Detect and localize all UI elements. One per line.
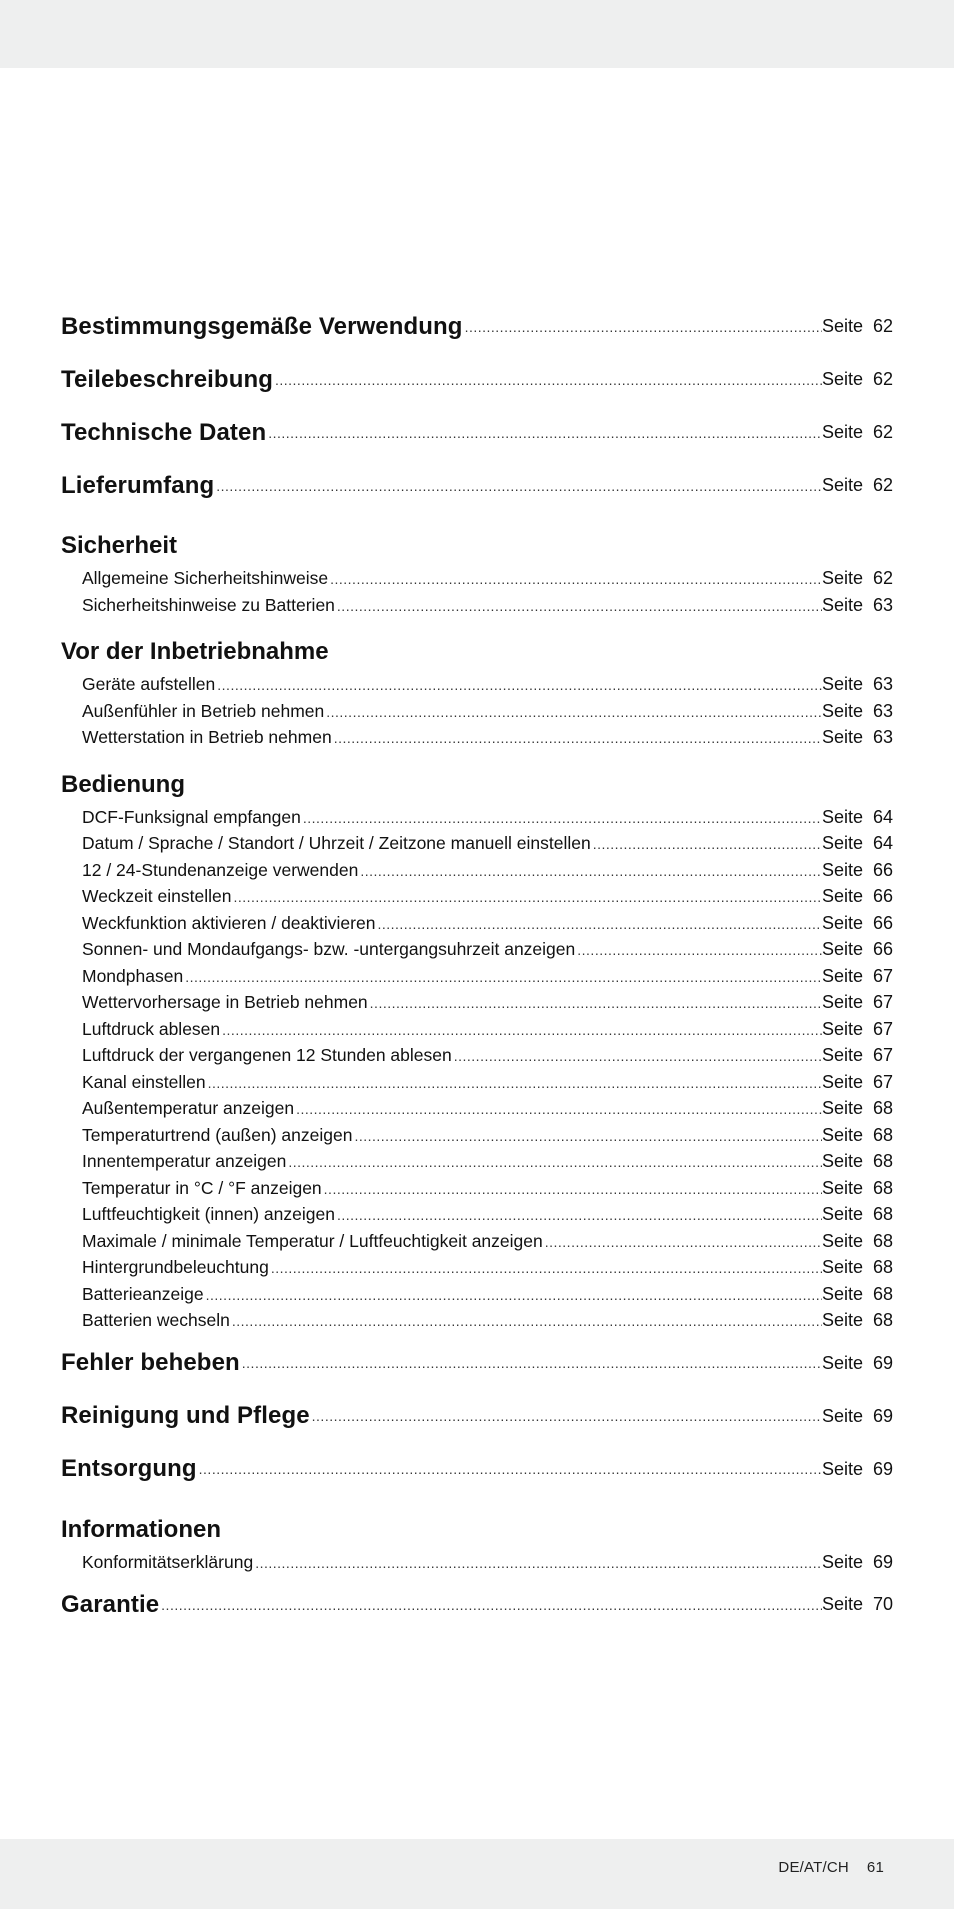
page-label: Seite bbox=[821, 1405, 863, 1426]
toc-subentry-title: Kanal einstellen bbox=[82, 1071, 206, 1092]
page-reference bbox=[822, 1228, 893, 1255]
page-label: Seite bbox=[821, 1458, 863, 1479]
page-reference bbox=[822, 1148, 893, 1175]
toc-subentry-title: Innentemperatur anzeigen bbox=[82, 1151, 287, 1171]
page-label: Seite bbox=[821, 1124, 863, 1145]
page-reference bbox=[822, 1549, 893, 1576]
dot-leader bbox=[216, 478, 822, 494]
toc-subentry-title: Hintergrundbeleuchtung bbox=[82, 1257, 269, 1277]
dot-leader bbox=[255, 1550, 822, 1577]
page-label: Seite bbox=[821, 965, 863, 986]
page-number: 68 bbox=[872, 1283, 893, 1304]
toc-subentry-title: Temperatur in °C / °F anzeigen bbox=[82, 1177, 322, 1198]
page-label: Seite bbox=[821, 1071, 863, 1092]
toc-subentry-title: 12 / 24-Stundenanzeige verwenden bbox=[82, 859, 359, 880]
dot-leader bbox=[222, 1017, 822, 1044]
page-label: Seite bbox=[821, 1257, 863, 1277]
toc-subentry[interactable] bbox=[61, 1201, 893, 1228]
dot-leader bbox=[271, 1255, 822, 1282]
page-label: Seite bbox=[821, 912, 863, 933]
dot-leader bbox=[208, 1070, 822, 1097]
page-number: 67 bbox=[872, 1018, 893, 1039]
dot-leader bbox=[206, 1282, 822, 1309]
toc-section-heading: Bedienung bbox=[61, 770, 185, 798]
toc-subentry[interactable] bbox=[61, 724, 893, 751]
toc-entry-title: Reinigung und Pflege bbox=[61, 1402, 310, 1429]
page-number: 68 bbox=[872, 1177, 893, 1198]
page-number: 67 bbox=[872, 1071, 893, 1092]
toc-section-heading: Sicherheit bbox=[61, 532, 178, 559]
toc-subentry[interactable] bbox=[61, 936, 893, 963]
toc-entry-title: Technische Daten bbox=[61, 418, 267, 446]
toc-entry-title: Entsorgung bbox=[61, 1455, 197, 1482]
page-reference bbox=[822, 724, 893, 751]
page-number: 66 bbox=[872, 939, 893, 959]
toc-entry[interactable] bbox=[61, 459, 893, 512]
page-label: Seite bbox=[821, 886, 863, 906]
toc-subentry[interactable] bbox=[61, 963, 893, 990]
dot-leader bbox=[296, 1096, 822, 1123]
toc-section-heading: Informationen bbox=[61, 1515, 221, 1543]
page-number: 64 bbox=[872, 806, 893, 827]
dot-leader bbox=[268, 425, 822, 441]
page-number: 69 bbox=[872, 1551, 893, 1572]
toc-subentry-title: Sonnen- und Mondaufgangs- bzw. -untergangsuhrzeit anzeigen bbox=[82, 939, 576, 959]
toc-subentry[interactable] bbox=[61, 1281, 893, 1308]
top-band bbox=[0, 0, 954, 68]
page-reference bbox=[822, 883, 893, 910]
page-label: Seite bbox=[821, 1204, 863, 1224]
footer-region: DE/AT/CH bbox=[778, 1859, 849, 1876]
page-number: 62 bbox=[872, 316, 893, 336]
page-reference bbox=[822, 1353, 893, 1374]
page-footer bbox=[778, 1859, 884, 1876]
page-label: Seite bbox=[821, 568, 863, 588]
page-label: Seite bbox=[821, 475, 863, 495]
dot-leader bbox=[360, 858, 822, 885]
dot-leader bbox=[545, 1229, 822, 1256]
dot-leader bbox=[330, 566, 822, 593]
toc-entry[interactable] bbox=[61, 1443, 893, 1496]
dot-leader bbox=[377, 911, 822, 938]
page-label: Seite bbox=[821, 1098, 863, 1118]
dot-leader bbox=[233, 884, 821, 911]
page-label: Seite bbox=[821, 1283, 863, 1304]
page-label: Seite bbox=[821, 1230, 863, 1251]
page-reference bbox=[822, 1095, 893, 1122]
page-reference bbox=[822, 1594, 893, 1615]
page-reference bbox=[822, 1175, 893, 1202]
page-reference bbox=[822, 316, 893, 337]
page-number: 68 bbox=[872, 1204, 893, 1224]
page-reference bbox=[822, 1254, 893, 1281]
toc-subentry-title: Batterieanzeige bbox=[82, 1283, 204, 1304]
page-label: Seite bbox=[821, 833, 863, 853]
toc-subentry-title: DCF-Funksignal empfangen bbox=[82, 806, 301, 827]
page-reference bbox=[822, 1042, 893, 1069]
page-reference bbox=[822, 1069, 893, 1096]
toc-subentry[interactable] bbox=[61, 671, 893, 698]
page-number: 62 bbox=[872, 475, 893, 495]
page-reference bbox=[822, 1201, 893, 1228]
toc-subentry[interactable] bbox=[61, 989, 893, 1016]
page-number: 69 bbox=[872, 1352, 893, 1373]
page-reference bbox=[822, 804, 893, 831]
toc-entry-title: Teilebeschreibung bbox=[61, 365, 273, 393]
page-number: 63 bbox=[872, 700, 893, 721]
page-number: 68 bbox=[872, 1124, 893, 1145]
dot-leader bbox=[303, 805, 822, 832]
page-number: 68 bbox=[872, 1151, 893, 1171]
page-reference bbox=[822, 1016, 893, 1043]
toc-subentry[interactable] bbox=[61, 883, 893, 910]
page-number: 64 bbox=[872, 833, 893, 853]
toc-subentry[interactable] bbox=[61, 1549, 893, 1576]
page-reference bbox=[822, 1459, 893, 1480]
toc-subentry[interactable] bbox=[61, 804, 893, 831]
page-reference bbox=[822, 475, 893, 496]
toc-subentry[interactable] bbox=[61, 1016, 893, 1043]
page-number: 67 bbox=[872, 992, 893, 1012]
toc-subentry[interactable] bbox=[61, 1307, 893, 1334]
toc-subentry-title: Luftfeuchtigkeit (innen) anzeigen bbox=[82, 1204, 335, 1224]
toc-entry-title: Fehler beheben bbox=[61, 1349, 240, 1376]
page-label: Seite bbox=[821, 1151, 863, 1171]
page-reference bbox=[822, 910, 893, 937]
footer-page-number: 61 bbox=[866, 1859, 884, 1876]
toc-subentry-title: Konformitätserklärung bbox=[82, 1551, 254, 1572]
toc-subentry-title: Mondphasen bbox=[82, 965, 184, 986]
toc-subentry[interactable] bbox=[61, 1122, 893, 1149]
page-reference bbox=[822, 565, 893, 592]
page-reference bbox=[822, 989, 893, 1016]
toc-entry-title: Bestimmungsgemäße Verwendung bbox=[61, 312, 463, 340]
page-number: 62 bbox=[872, 568, 893, 588]
page-reference bbox=[822, 963, 893, 990]
page-label: Seite bbox=[821, 1310, 863, 1330]
dot-leader bbox=[312, 1408, 822, 1424]
page-number: 68 bbox=[872, 1310, 893, 1330]
page-label: Seite bbox=[821, 316, 863, 336]
toc-entry[interactable] bbox=[61, 406, 893, 459]
page-label: Seite bbox=[821, 1045, 863, 1065]
toc-subentry-title: Batterien wechseln bbox=[82, 1310, 230, 1330]
dot-leader bbox=[577, 937, 822, 964]
page-number: 66 bbox=[872, 886, 893, 906]
page-label: Seite bbox=[821, 674, 863, 694]
page-label: Seite bbox=[821, 859, 863, 880]
toc-entry-title: Garantie bbox=[61, 1590, 160, 1618]
dot-leader bbox=[161, 1597, 822, 1613]
dot-leader bbox=[326, 699, 822, 726]
dot-leader bbox=[370, 990, 822, 1017]
dot-leader bbox=[217, 672, 822, 699]
page-reference bbox=[822, 1281, 893, 1308]
page-reference bbox=[822, 1406, 893, 1427]
toc-subentry-title: Temperaturtrend (außen) anzeigen bbox=[82, 1124, 353, 1145]
toc-subentry-title: Weckfunktion aktivieren / deaktivieren bbox=[82, 912, 376, 933]
toc-subentry[interactable] bbox=[61, 1228, 893, 1255]
toc-subentry-title: Weckzeit einstellen bbox=[82, 886, 232, 906]
dot-leader bbox=[337, 1202, 822, 1229]
toc-subentry[interactable] bbox=[61, 1148, 893, 1175]
dot-leader bbox=[334, 725, 822, 752]
toc-subentry-title: Außentemperatur anzeigen bbox=[82, 1098, 295, 1118]
page-number: 67 bbox=[872, 965, 893, 986]
page-number: 70 bbox=[872, 1594, 893, 1614]
dot-leader bbox=[199, 1461, 822, 1477]
dot-leader bbox=[242, 1355, 822, 1371]
dot-leader bbox=[324, 1176, 822, 1203]
page-number: 68 bbox=[872, 1098, 893, 1118]
page-number: 63 bbox=[872, 594, 893, 615]
page-label: Seite bbox=[821, 369, 863, 389]
page-label: Seite bbox=[821, 806, 863, 827]
page-number: 68 bbox=[872, 1230, 893, 1251]
page-number: 62 bbox=[872, 369, 893, 389]
toc-subentry-title: Außenfühler in Betrieb nehmen bbox=[82, 700, 325, 721]
dot-leader bbox=[465, 319, 822, 335]
page-label: Seite bbox=[821, 727, 863, 747]
page-reference bbox=[822, 1122, 893, 1149]
page-label: Seite bbox=[821, 594, 863, 615]
page-label: Seite bbox=[821, 1177, 863, 1198]
page-number: 66 bbox=[872, 859, 893, 880]
dot-leader bbox=[275, 372, 822, 388]
dot-leader bbox=[593, 831, 822, 858]
toc-subentry[interactable] bbox=[61, 698, 893, 725]
toc-entry[interactable] bbox=[61, 1390, 893, 1443]
page-number: 68 bbox=[872, 1257, 893, 1277]
toc-subentry-title: Luftdruck ablesen bbox=[82, 1018, 221, 1039]
dot-leader bbox=[185, 964, 822, 991]
toc-subentry-title: Allgemeine Sicherheitshinweise bbox=[82, 568, 329, 588]
dot-leader bbox=[337, 593, 822, 620]
toc-entry[interactable] bbox=[61, 353, 893, 406]
page-number: 62 bbox=[872, 422, 893, 442]
toc-subentry[interactable] bbox=[61, 1175, 893, 1202]
toc-subentry-title: Sicherheitshinweise zu Batterien bbox=[82, 594, 335, 615]
page-reference bbox=[822, 592, 893, 619]
dot-leader bbox=[288, 1149, 822, 1176]
page-label: Seite bbox=[821, 1594, 863, 1614]
toc-subentry[interactable] bbox=[61, 592, 893, 619]
page-number: 69 bbox=[872, 1458, 893, 1479]
dot-leader bbox=[454, 1043, 822, 1070]
page-label: Seite bbox=[821, 422, 863, 442]
dot-leader bbox=[354, 1123, 822, 1150]
page-reference bbox=[822, 698, 893, 725]
page-reference bbox=[822, 857, 893, 884]
toc-entry[interactable] bbox=[61, 300, 893, 353]
toc-subentry-title: Wetterstation in Betrieb nehmen bbox=[82, 727, 332, 747]
toc-subentry-title: Luftdruck der vergangenen 12 Stunden ablesen bbox=[82, 1045, 452, 1065]
toc-subentry[interactable] bbox=[61, 830, 893, 857]
toc-subentry[interactable] bbox=[61, 910, 893, 937]
toc-subentry[interactable] bbox=[61, 1042, 893, 1069]
toc-entry[interactable] bbox=[61, 1578, 893, 1631]
page-number: 66 bbox=[872, 912, 893, 933]
page-reference bbox=[822, 422, 893, 443]
page-reference bbox=[822, 936, 893, 963]
page-reference bbox=[822, 830, 893, 857]
toc-section-heading: Vor der Inbetriebnahme bbox=[61, 638, 329, 665]
page-reference bbox=[822, 671, 893, 698]
toc-entry-title: Lieferumfang bbox=[61, 471, 215, 499]
toc-subentry-title: Geräte aufstellen bbox=[82, 674, 216, 694]
table-of-contents bbox=[61, 300, 893, 1631]
toc-subentry-title: Maximale / minimale Temperatur / Luftfeuchtigkeit anzeigen bbox=[82, 1230, 543, 1251]
page-label: Seite bbox=[821, 992, 863, 1012]
page-label: Seite bbox=[821, 1018, 863, 1039]
toc-subentry-title: Datum / Sprache / Standort / Uhrzeit / Zeitzone manuell einstellen bbox=[82, 833, 591, 853]
page-label: Seite bbox=[821, 1352, 863, 1373]
page-label: Seite bbox=[821, 1551, 863, 1572]
toc-subentry[interactable] bbox=[61, 857, 893, 884]
page-number: 67 bbox=[872, 1045, 893, 1065]
page-number: 69 bbox=[872, 1405, 893, 1426]
page-number: 63 bbox=[872, 674, 893, 694]
toc-subentry-title: Wettervorhersage in Betrieb nehmen bbox=[82, 992, 368, 1012]
page-label: Seite bbox=[821, 939, 863, 959]
toc-entry[interactable] bbox=[61, 1337, 893, 1390]
page-reference bbox=[822, 369, 893, 390]
toc-subentry[interactable] bbox=[61, 1069, 893, 1096]
page-label: Seite bbox=[821, 700, 863, 721]
toc-subentry[interactable] bbox=[61, 1254, 893, 1281]
page-number: 63 bbox=[872, 727, 893, 747]
toc-subentry[interactable] bbox=[61, 1095, 893, 1122]
page-reference bbox=[822, 1307, 893, 1334]
toc-subentry[interactable] bbox=[61, 565, 893, 592]
dot-leader bbox=[232, 1308, 822, 1335]
